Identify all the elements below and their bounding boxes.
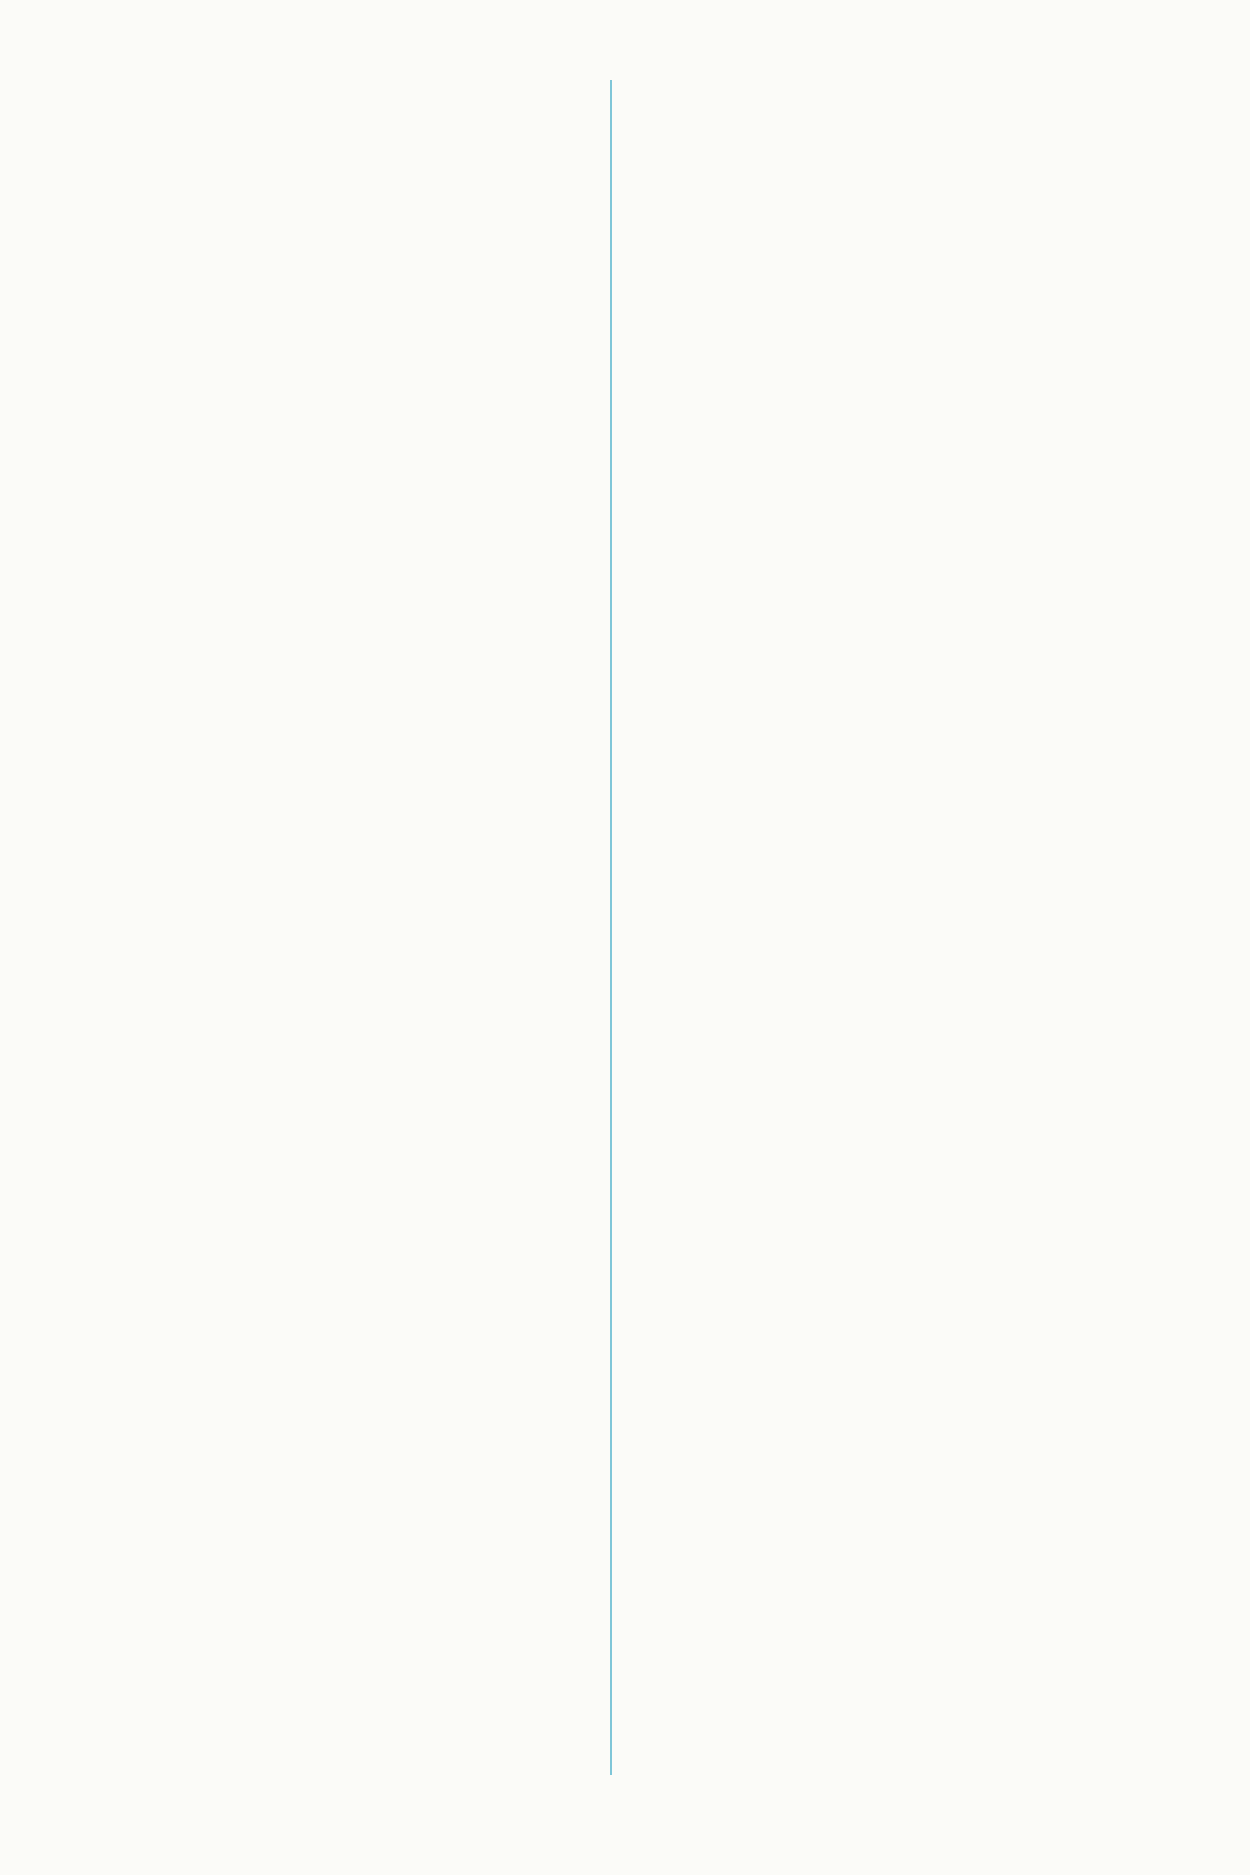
function-graph: [162, 84, 542, 384]
left-column: [62, 78, 592, 394]
column-divider: [610, 80, 612, 1775]
function-graph-figure: [162, 84, 542, 384]
